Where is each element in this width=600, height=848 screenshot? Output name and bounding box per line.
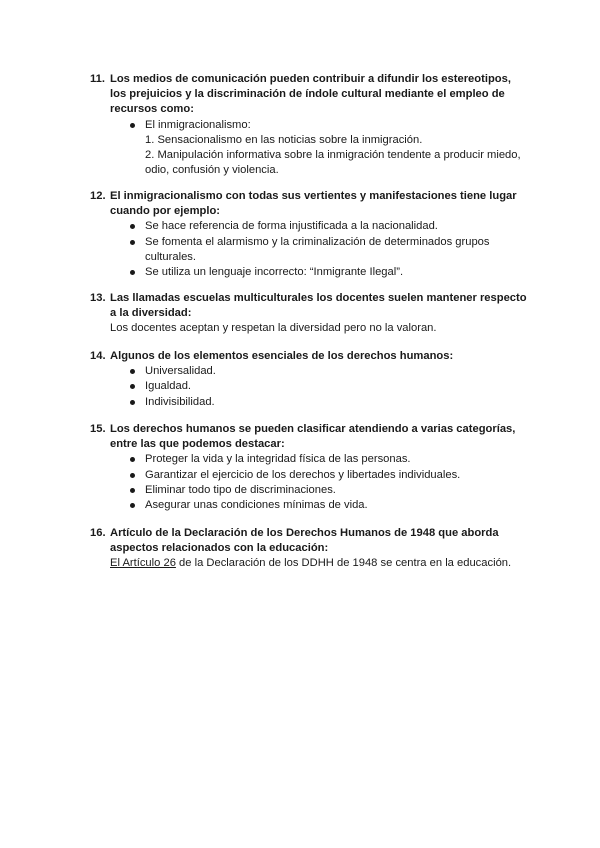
list-item: Proteger la vida y la integridad física de las personas. <box>110 452 530 467</box>
list-item: Se fomenta el alarmismo y la criminalización de determinados grupos culturales. <box>110 235 530 265</box>
question-14 <box>90 349 530 410</box>
question-13 <box>90 291 530 337</box>
question-number: 16. <box>90 527 106 539</box>
answer-list <box>110 219 530 280</box>
question-11 <box>90 72 530 178</box>
question-number: 13. <box>90 292 106 304</box>
question-number: 11. <box>90 73 105 85</box>
question-title: Los medios de comunicación pueden contribuir a difundir los estereotipos, los prejuicios y la discriminación de índole cultural mediante el empleo de recursos como: <box>110 73 511 116</box>
question-12 <box>90 189 530 280</box>
question-title: Los derechos humanos se pueden clasificar atendiendo a varias categorías, entre las que podemos destacar: <box>110 423 516 451</box>
question-number: 15. <box>90 423 106 435</box>
sub-item: 1. Sensacionalismo en las noticias sobre la inmigración. <box>145 133 423 146</box>
question-15 <box>90 422 530 513</box>
list-item: Garantizar el ejercicio de los derechos y libertades individuales. <box>110 468 530 483</box>
list-item: Igualdad. <box>110 379 530 394</box>
answer-text: Los docentes aceptan y respetan la diversidad pero no la valoran. <box>110 322 437 335</box>
list-item: Eliminar todo tipo de discriminaciones. <box>110 483 530 498</box>
list-item: Asegurar unas condiciones mínimas de vida. <box>110 498 530 513</box>
article-26-link[interactable]: El Artículo 26 <box>110 557 176 570</box>
question-number: 12. <box>90 190 106 202</box>
answer-rest: de la Declaración de los DDHH de 1948 se centra en la educación. <box>175 557 512 570</box>
question-number: 14. <box>90 350 106 362</box>
question-title: Algunos de los elementos esenciales de los derechos humanos: <box>110 350 454 362</box>
answer-list <box>110 364 530 410</box>
sub-item: 2. Manipulación informativa sobre la inmigración tendente a producir miedo, odio, confusión y violencia. <box>145 149 521 177</box>
answer-text <box>110 556 530 571</box>
question-title: Artículo de la Declaración de los Derechos Humanos de 1948 que aborda aspectos relacionados con la educación: <box>110 527 499 555</box>
list-item: El inmigracionalismo: <box>110 118 530 133</box>
answer-list <box>110 118 530 133</box>
question-title: El inmigracionalismo con todas sus vertientes y manifestaciones tiene lugar cuando por ejemplo: <box>110 190 517 218</box>
list-item: Universalidad. <box>110 364 530 379</box>
answer-list <box>110 452 530 513</box>
question-16 <box>90 526 530 572</box>
list-item: Se hace referencia de forma injustificada a la nacionalidad. <box>110 219 530 234</box>
list-item: Indivisibilidad. <box>110 395 530 410</box>
list-item: Se utiliza un lenguaje incorrecto: “Inmigrante Ilegal”. <box>110 265 530 280</box>
question-title: Las llamadas escuelas multiculturales los docentes suelen mantener respecto a la diversidad: <box>110 292 527 320</box>
